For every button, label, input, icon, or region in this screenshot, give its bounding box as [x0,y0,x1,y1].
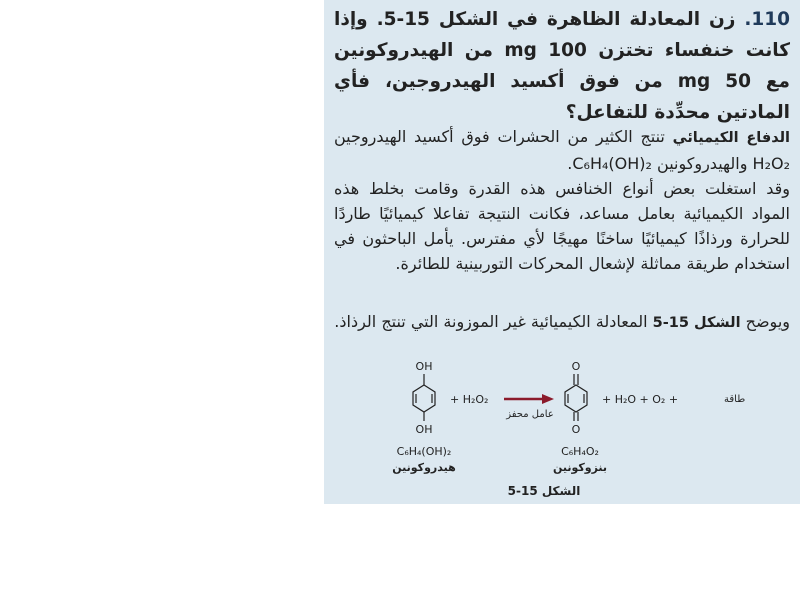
o-top-label: O [571,360,581,373]
o-bottom-label: O [571,423,581,436]
figure-caption: الشكل 15-5 [507,484,581,498]
products-text: + H₂O + O₂ + [602,393,679,406]
sidebar-paragraph-1-text: تنتج الكثير من الحشرات فوق أكسيد الهيدروجين H₂O₂ والهيدروكونين C₆H₄(OH)₂. [334,127,790,173]
product-formula: C₆H₄O₂ [561,445,599,458]
oh-top-label: OH [415,360,433,373]
reactant-formula: C₆H₄(OH)₂ [396,445,452,458]
sidebar-paragraph-1 [334,124,790,176]
question-text: زن المعادلة الظاهرة في الشكل 15-5. وإذا كانت خنفساء تختزن 100 mg من الهيدروكونين مع 50 mg من فوق أكسيد الهيدروجين، فأي المادتين محدِّدة للتفاعل؟ [334,9,790,123]
question-number: 110. [744,9,790,30]
reactant-name: هيدروكونين [392,461,456,474]
product-name: بنزوكونين [552,461,608,474]
oh-bottom-label: OH [415,423,433,436]
reaction-diagram [324,355,800,505]
sidebar-paragraph-3 [334,309,790,336]
energy-label: طاقة [724,394,746,405]
plus-h2o2: + H₂O₂ [450,393,489,406]
para3-rest: المعادلة الكيميائية غير الموزونة التي تنتج الرذاذ. [334,312,648,331]
sidebar-paragraph-2: وقد استغلت بعض أنواع الخنافس هذه القدرة وقامت بخلط هذه المواد الكيميائية بعامل مساعد، فكانت النتيجة تفاعلا كيميائيًا طاردًا للحرارة ورذاذًا كيميائيًا ساخنًا مهيجًا لأي مفترس. يأمل الباحثون في استخدام طريقة مماثلة لإشعال المحركات التوربينية للطائرة. [334,179,790,273]
reaction-arrow [504,394,554,404]
catalyst-label: عامل محفز [506,409,554,420]
para3-prefix: ويوضح [745,312,790,331]
figure-reference: الشكل 15-5 [652,315,741,331]
hydroquinone-structure [413,360,435,436]
benzoquinone-structure [565,360,587,436]
sidebar-heading: الدفاع الكيميائي [672,130,791,146]
question-110 [334,4,790,128]
arrow-head [542,394,554,404]
